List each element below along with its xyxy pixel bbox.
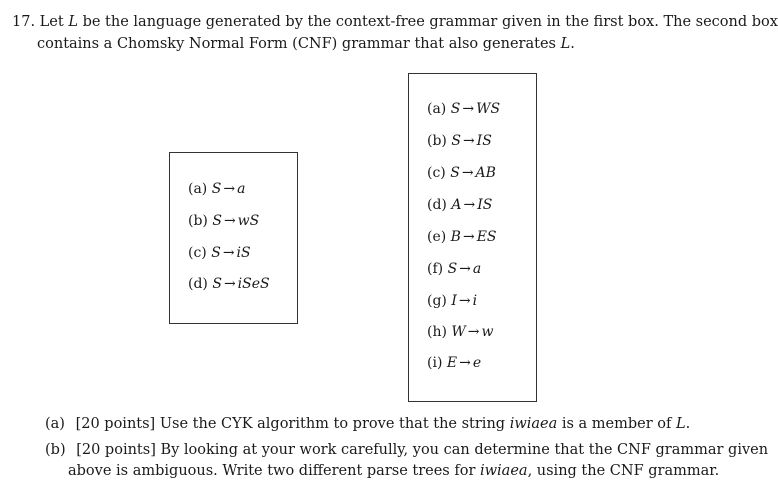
part-text: is a member of — [557, 416, 676, 432]
rule-rhs: e — [472, 355, 482, 371]
rule-label: (f) — [427, 261, 444, 277]
rule-rhs: a — [472, 261, 482, 277]
grammar2-rule-c — [427, 165, 496, 181]
right-arrow-icon: → — [222, 245, 235, 261]
statement-text: . — [570, 36, 575, 52]
rule-label: (b) — [427, 133, 447, 149]
part-text: . — [685, 416, 691, 432]
right-arrow-icon: → — [467, 324, 480, 340]
rule-lhs: B — [450, 229, 461, 245]
language-variable: L — [68, 14, 78, 30]
target-string: iwiaea — [509, 416, 558, 432]
rule-lhs: S — [212, 213, 222, 229]
rule-lhs: S — [450, 165, 460, 181]
rule-lhs: S — [212, 276, 222, 292]
problem-statement-line-2 — [37, 36, 575, 52]
part-label: (a) — [45, 416, 65, 432]
grammar2-rule-i — [427, 355, 481, 371]
language-variable: L — [560, 36, 571, 52]
right-arrow-icon: → — [223, 181, 236, 197]
rule-label: (i) — [427, 355, 443, 371]
rule-lhs: E — [446, 355, 458, 371]
rule-rhs: iS — [236, 245, 251, 261]
problem-number: 17. — [12, 14, 36, 30]
grammar2-rule-e — [427, 229, 497, 245]
part-text: above is ambiguous. Write two different parse trees for — [68, 463, 480, 479]
part-b-line-1 — [45, 442, 768, 458]
part-a — [45, 416, 690, 432]
right-arrow-icon: → — [459, 355, 471, 371]
part-text: , using the CNF grammar. — [527, 463, 720, 479]
language-variable: L — [676, 416, 686, 432]
rule-rhs: w — [481, 324, 494, 340]
rule-label: (d) — [427, 197, 447, 213]
rule-lhs: A — [451, 197, 462, 213]
rule-lhs: S — [211, 181, 222, 197]
part-label: (b) — [45, 442, 66, 458]
rule-rhs: i — [472, 293, 478, 309]
part-text: [20 points] Use the CYK algorithm to prove that the string — [75, 416, 510, 432]
rule-rhs: IS — [476, 133, 492, 149]
right-arrow-icon: → — [462, 101, 475, 117]
rule-rhs: AB — [475, 165, 496, 181]
rule-lhs: S — [451, 133, 461, 149]
grammar1-rule-a — [188, 181, 245, 197]
rule-label: (d) — [188, 276, 208, 292]
rule-label: (g) — [427, 293, 447, 309]
statement-text: contains a Chomsky Normal Form (CNF) grammar that also generates — [37, 36, 561, 52]
grammar1-rule-b — [188, 213, 259, 229]
rule-label: (h) — [427, 324, 447, 340]
target-string: iwiaea — [480, 463, 528, 479]
right-arrow-icon: → — [462, 133, 475, 149]
right-arrow-icon: → — [223, 213, 236, 229]
rule-rhs: WS — [476, 101, 501, 117]
grammar2-rule-d — [427, 197, 492, 213]
right-arrow-icon: → — [462, 229, 475, 245]
rule-label: (a) — [427, 101, 447, 117]
grammar-box-cnf — [408, 73, 537, 402]
rule-rhs: a — [237, 181, 246, 197]
grammar2-rule-f — [427, 261, 481, 277]
grammar1-rule-c — [188, 245, 251, 261]
grammar-box-original — [169, 152, 298, 324]
rule-label: (c) — [188, 245, 207, 261]
rule-label: (e) — [427, 229, 447, 245]
grammar2-rule-h — [427, 324, 494, 340]
part-b-line-2 — [68, 463, 719, 479]
rule-rhs: wS — [237, 213, 260, 229]
rule-rhs: ES — [476, 229, 497, 245]
part-text: [20 points] By looking at your work carefully, you can determine that the CNF grammar given — [76, 442, 769, 458]
rule-lhs: S — [211, 245, 221, 261]
right-arrow-icon: → — [459, 261, 471, 277]
rule-lhs: W — [451, 324, 466, 340]
grammar1-rule-d — [188, 276, 270, 292]
rule-label: (a) — [188, 181, 208, 197]
rule-label: (c) — [427, 165, 446, 181]
grammar2-rule-b — [427, 133, 492, 149]
rule-rhs: IS — [477, 197, 493, 213]
rule-lhs: I — [451, 293, 457, 309]
statement-text: Let — [39, 14, 69, 30]
rule-rhs: iSeS — [237, 276, 270, 292]
right-arrow-icon: → — [223, 276, 236, 292]
grammar2-rule-g — [427, 293, 477, 309]
statement-text: be the language generated by the context-free grammar given in the first box. The second box — [77, 14, 778, 30]
right-arrow-icon: → — [458, 293, 471, 309]
rule-label: (b) — [188, 213, 208, 229]
right-arrow-icon: → — [463, 197, 476, 213]
rule-lhs: S — [450, 101, 461, 117]
right-arrow-icon: → — [461, 165, 474, 181]
rule-lhs: S — [447, 261, 458, 277]
grammar2-rule-a — [427, 101, 500, 117]
problem-statement-line-1 — [12, 14, 778, 30]
